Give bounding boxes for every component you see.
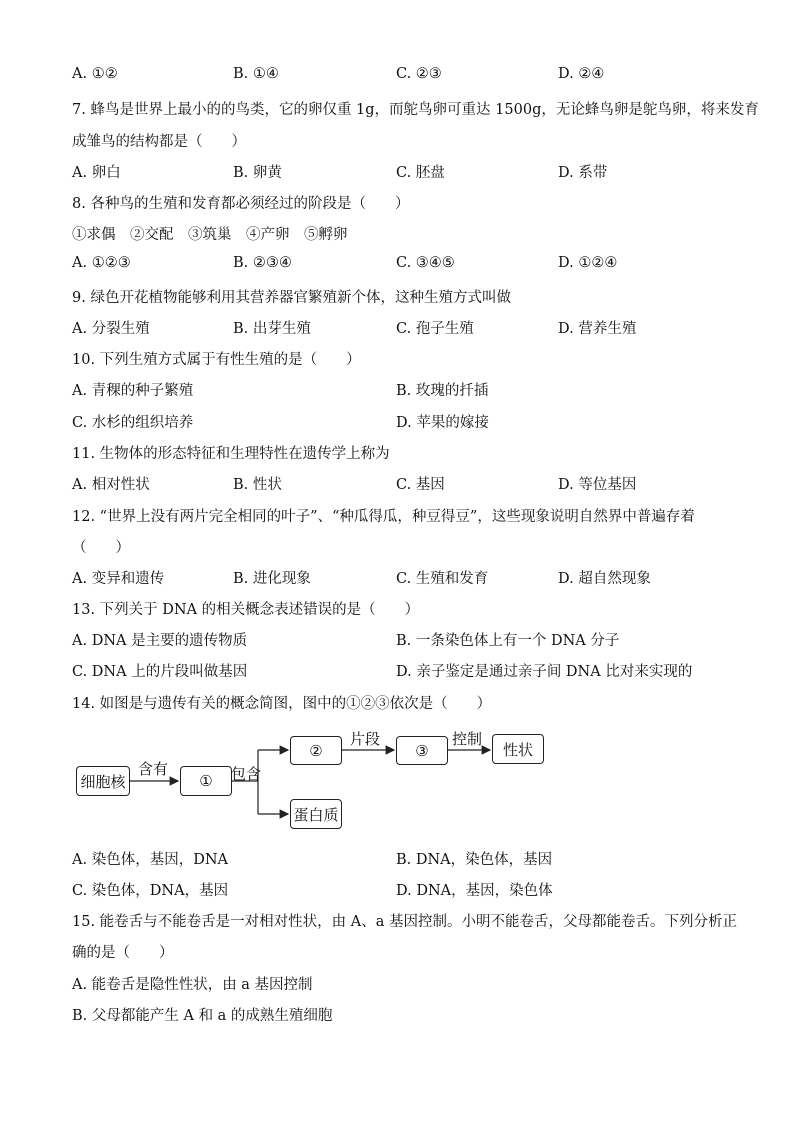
q13-option-a: A. DNA 是主要的遗传物质 [72, 633, 248, 649]
q13-option-c: C. DNA 上的片段叫做基因 [72, 664, 248, 680]
q7-option-a: A. 卵白 [72, 165, 121, 181]
edge-label-includes: 包含 [231, 765, 262, 783]
q12-stem-line1: 12. “世界上没有两片完全相同的叶子”、“种瓜得瓜，种豆得豆”，这些现象说明自然界中普遍存着 [72, 509, 695, 525]
q6-option-c: C. ②③ [396, 66, 442, 82]
q11-option-a: A. 相对性状 [72, 477, 150, 493]
q14-stem: 14. 如图是与遗传有关的概念简图，图中的①②③依次是（ ） [72, 696, 492, 712]
q6-option-b: B. ①④ [233, 66, 279, 82]
q7-option-d: D. 系带 [558, 165, 608, 181]
q15-stem-line2: 确的是（ ） [72, 945, 174, 961]
edge-label-segment: 片段 [350, 730, 381, 748]
node-protein: 蛋白质 [290, 799, 342, 829]
q11-option-b: B. 性状 [233, 477, 282, 493]
q10-option-a: A. 青稞的种子繁殖 [72, 383, 194, 399]
edge-label-contains: 含有 [138, 760, 169, 778]
q11-option-c: C. 基因 [396, 477, 445, 493]
q12-stem-line2: （ ） [72, 540, 130, 556]
q9-option-c: C. 孢子生殖 [396, 321, 474, 337]
q10-option-d: D. 苹果的嫁接 [396, 415, 489, 431]
q14-option-c: C. 染色体，DNA，基因 [72, 883, 229, 899]
q13-option-b: B. 一条染色体上有一个 DNA 分子 [396, 633, 620, 649]
node-1: ① [180, 766, 232, 796]
q8-option-c: C. ③④⑤ [396, 255, 455, 271]
q8-option-d: D. ①②④ [558, 255, 618, 271]
q12-option-c: C. 生殖和发育 [396, 571, 489, 587]
q13-stem: 13. 下列关于 DNA 的相关概念表述错误的是（ ） [72, 602, 420, 618]
q8-items: ①求偶 ②交配 ③筑巢 ④产卵 ⑤孵卵 [72, 227, 348, 243]
q10-option-b: B. 玫瑰的扦插 [396, 383, 489, 399]
node-3: ③ [396, 736, 448, 765]
q14-option-d: D. DNA，基因，染色体 [396, 883, 553, 899]
q12-option-d: D. 超自然现象 [558, 571, 651, 587]
q9-option-b: B. 出芽生殖 [233, 321, 311, 337]
q13-option-d: D. 亲子鉴定是通过亲子间 DNA 比对来实现的 [396, 664, 693, 680]
q8-option-a: A. ①②③ [72, 255, 131, 271]
q7-stem-line2: 成雏鸟的结构都是（ ） [72, 134, 246, 150]
q10-option-c: C. 水杉的组织培养 [72, 415, 194, 431]
concept-diagram [0, 720, 794, 840]
q6-option-a: A. ①② [72, 66, 118, 82]
q15-stem-line1: 15. 能卷舌与不能卷舌是一对相对性状，由 A、a 基因控制。小明不能卷舌，父母都能卷舌。下列分析正 [72, 914, 737, 930]
q12-option-b: B. 进化现象 [233, 571, 311, 587]
q6-option-d: D. ②④ [558, 66, 605, 82]
q9-option-d: D. 营养生殖 [558, 321, 637, 337]
q7-option-c: C. 胚盘 [396, 165, 445, 181]
edge-label-controls: 控制 [452, 730, 483, 748]
q10-stem: 10. 下列生殖方式属于有性生殖的是（ ） [72, 352, 361, 368]
q14-option-a: A. 染色体，基因，DNA [72, 852, 228, 868]
q11-stem: 11. 生物体的形态特征和生理特性在遗传学上称为 [72, 446, 390, 462]
q12-option-a: A. 变异和遗传 [72, 571, 165, 587]
q9-option-a: A. 分裂生殖 [72, 321, 150, 337]
node-nucleus: 细胞核 [76, 766, 130, 796]
q8-option-b: B. ②③④ [233, 255, 292, 271]
node-2: ② [290, 736, 342, 765]
q14-option-b: B. DNA，染色体，基因 [396, 852, 553, 868]
q11-option-d: D. 等位基因 [558, 477, 637, 493]
q15-option-a: A. 能卷舌是隐性性状，由 a 基因控制 [72, 977, 313, 993]
q8-stem: 8. 各种鸟的生殖和发育都必须经过的阶段是（ ） [72, 196, 410, 212]
q7-stem-line1: 7. 蜂鸟是世界上最小的的鸟类，它的卵仅重 1g，而鸵鸟卵可重达 1500g，无论蜂鸟卵是鸵鸟卵，将来发育 [72, 102, 759, 118]
q7-option-b: B. 卵黄 [233, 165, 282, 181]
node-trait: 性状 [492, 734, 544, 764]
q9-stem: 9. 绿色开花植物能够利用其营养器官繁殖新个体，这种生殖方式叫做 [72, 290, 511, 306]
q15-option-b: B. 父母都能产生 A 和 a 的成熟生殖细胞 [72, 1008, 333, 1024]
